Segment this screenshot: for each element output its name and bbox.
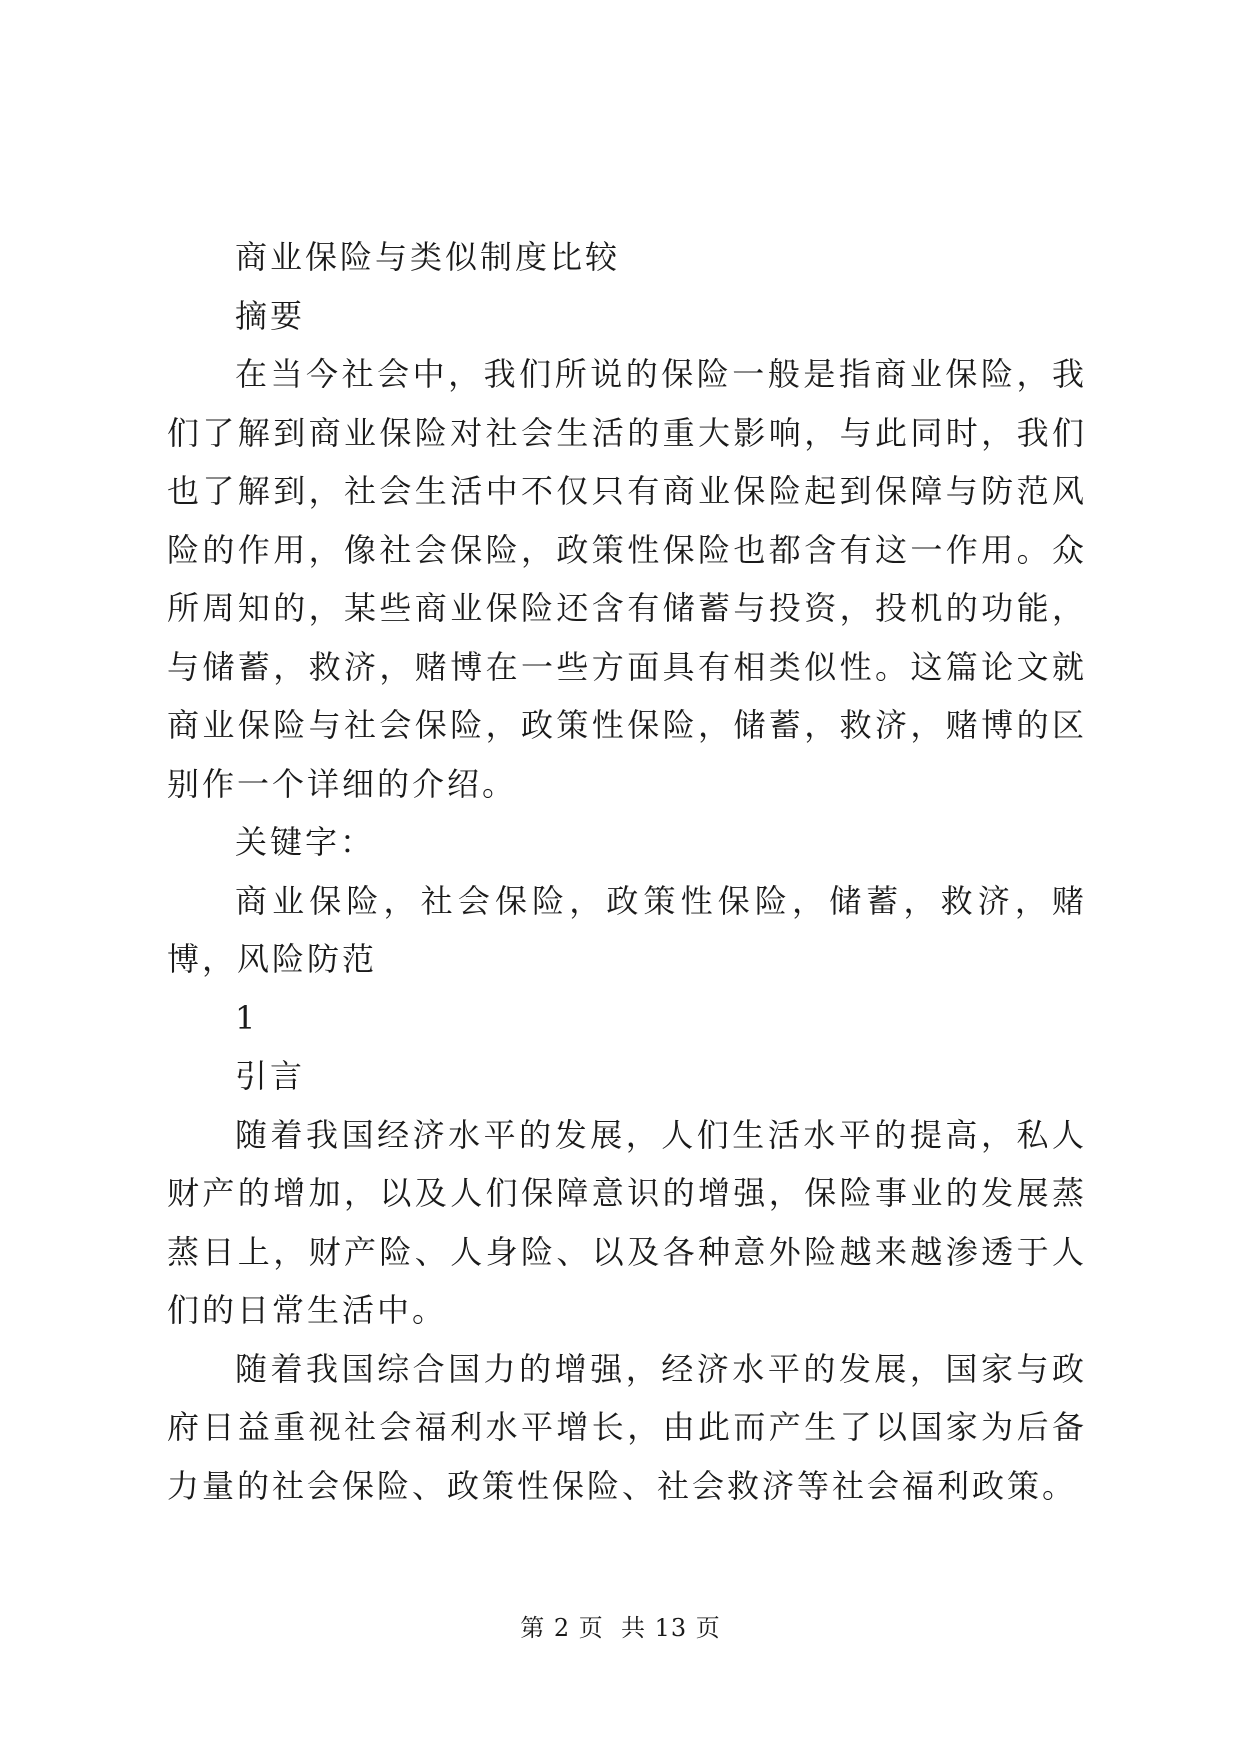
section-number: 1 <box>235 998 259 1037</box>
page-number-label: 第 2 页 共 13 页 <box>520 1614 721 1642</box>
keywords-paragraph: 商业保险，社会保险，政策性保险，储蓄，救济，赌博，风险防范 <box>167 881 1087 978</box>
body-paragraph: 随着我国经济水平的发展，人们生活水平的提高，私人财产的增加，以及人们保障意识的增强，保险事业的发展蒸蒸日上，财产险、人身险、以及各种意外险越来越渗透于人们的日常生活中。 <box>167 1115 1087 1329</box>
document-title: 商业保险与类似制度比较 <box>235 238 621 276</box>
section-title: 引言 <box>235 1057 306 1095</box>
document-body <box>167 228 1087 1515</box>
keywords-heading: 关键字： <box>235 823 376 861</box>
abstract-paragraph: 在当今社会中，我们所说的保险一般是指商业保险，我们了解到商业保险对社会生活的重大影响，与此同时，我们也了解到，社会生活中不仅只有商业保险起到保障与防范风险的作用，像社会保险，政策性保险也都含有这一作用。众所周知的，某些商业保险还含有储蓄与投资，投机的功能，与储蓄，救济，赌博在一些方面具有相类似性。这篇论文就商业保险与社会保险，政策性保险，储蓄，救济，赌博的区别作一个详细的介绍。 <box>167 355 1087 803</box>
body-paragraph: 随着我国综合国力的增强，经济水平的发展，国家与政府日益重视社会福利水平增长，由此而产生了以国家为后备力量的社会保险、政策性保险、社会救济等社会福利政策。 <box>167 1349 1087 1505</box>
page-footer <box>0 1608 1241 1643</box>
abstract-heading: 摘要 <box>235 296 306 335</box>
